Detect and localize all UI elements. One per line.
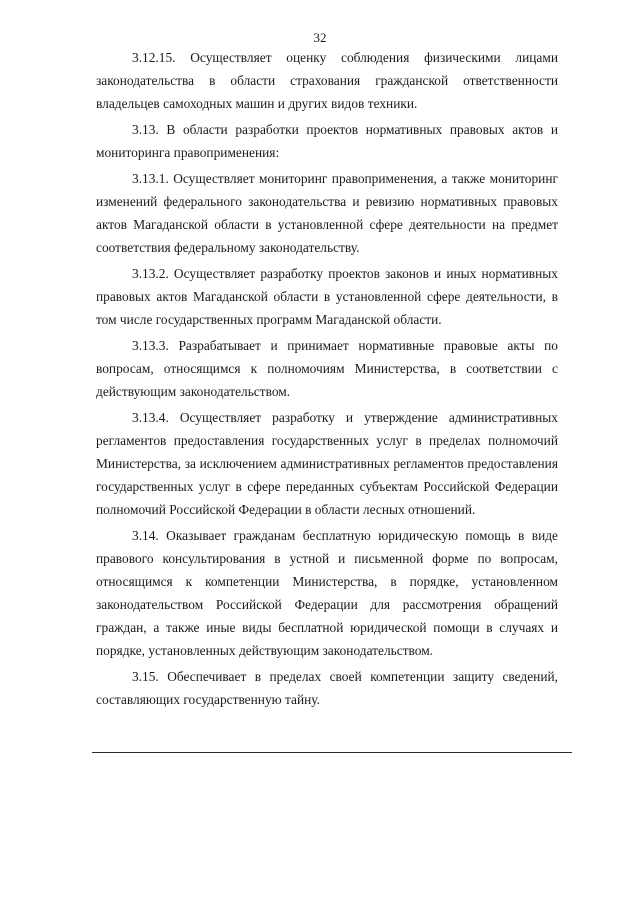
paragraph-3-15: 3.15. Обеспечивает в пределах своей компетенции защиту сведений, составляющих государственную тайну. (96, 669, 558, 707)
horizontal-rule (92, 752, 572, 753)
paragraph-3-13-4: 3.13.4. Осуществляет разработку и утверждение административных регламентов предоставления государственных услуг в пределах полномочий Министерства, за исключением административных регламентов предоставления государственных услуг в сфере переданных субъектам Российской Федерации полномочий Российской Федерации в области лесных отношений. (96, 410, 558, 517)
paragraph-3-13-2: 3.13.2. Осуществляет разработку проектов законов и иных нормативных правовых актов Магаданской области в установленной сфере деятельности, в том числе государственных программ Магаданской области. (96, 266, 558, 327)
paragraph-3-13: 3.13. В области разработки проектов нормативных правовых актов и мониторинга правоприменения: (96, 122, 558, 160)
page-number: 32 (313, 30, 327, 45)
paragraph-3-12-15: 3.12.15. Осуществляет оценку соблюдения физическими лицами законодательства в области страхования гражданской ответственности владельцев самоходных машин и других видов техники. (96, 50, 558, 111)
paragraph-3-14: 3.14. Оказывает гражданам бесплатную юридическую помощь в виде правового консультирования в устной и письменной форме по вопросам, относящимся к компетенции Министерства, в порядке, установленном законодательством Российской Федерации для рассмотрения обращений граждан, а также иные виды бесплатной юридической помощи в случаях и порядке, установленных действующим законодательством. (96, 528, 558, 658)
paragraph-3-13-1: 3.13.1. Осуществляет мониторинг правоприменения, а также мониторинг изменений федерального законодательства и ревизию нормативных правовых актов Магаданской области в установленной сфере деятельности на предмет соответствия федеральному законодательству. (96, 171, 558, 255)
document-body (96, 46, 558, 714)
paragraph-3-13-3: 3.13.3. Разрабатывает и принимает нормативные правовые акты по вопросам, относящимся к полномочиям Министерства, в соответствии с действующим законодательством. (96, 338, 558, 399)
